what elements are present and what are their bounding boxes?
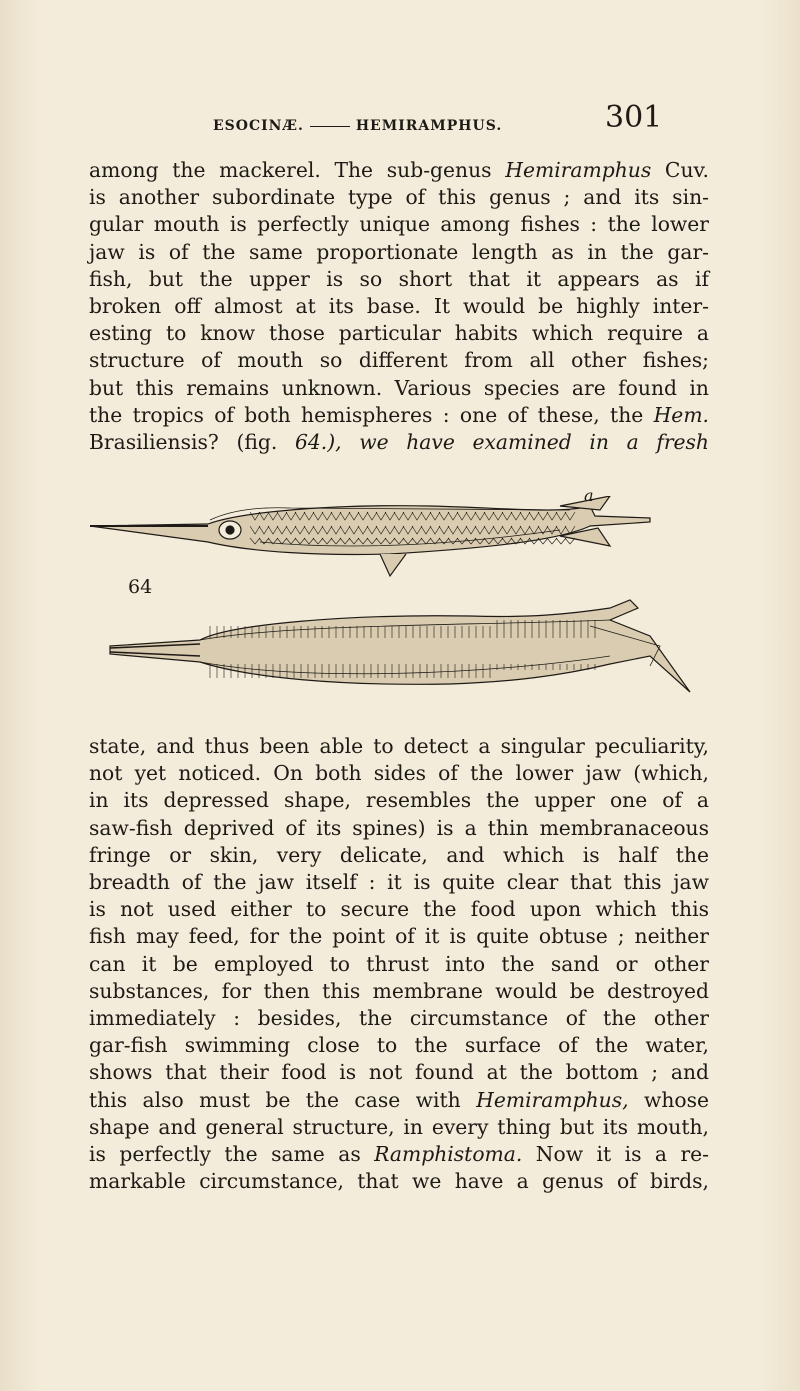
text-line: but this remains unknown. Various species are found in [89,375,709,400]
text-line: shows that their food is not found at the bottom ; and [89,1060,709,1085]
text-line: substances, for then this membrane would be destroyed [89,978,709,1003]
text-line: Brasiliensis? (fig. 64.), we have examined in a fresh [89,430,709,455]
running-head [213,118,593,134]
fish-side-view [90,496,650,576]
text-line: is perfectly the same as Ramphistoma. Now it is a re- [89,1142,709,1167]
text-line: is another subordinate type of this genus ; and its sin- [89,185,709,210]
text-line: can it be employed to thrust into the sand or other [89,951,709,976]
italic-text: Hem. [653,402,709,427]
fish-illustration [90,496,710,716]
fish-top-view [110,600,690,692]
text-line: shape and general structure, in every thing but its mouth, [89,1114,709,1139]
text-line: the tropics of both hemispheres : one of these, the Hem. [89,402,709,427]
text-line: fish, but the upper is so short that it appears as if [89,266,709,291]
text-line: not yet noticed. On both sides of the lower jaw (which, [89,761,709,786]
text-line: markable circumstance, that we have a genus of birds, [89,1169,709,1194]
text-line: fish may feed, for the point of it is quite obtuse ; neither [89,924,709,949]
text-line: fringe or skin, very delicate, and which is half the [89,842,709,867]
paragraph-bottom [89,733,709,1195]
text-line: gar-fish swimming close to the surface of the water, [89,1033,709,1058]
running-head-right: HEMIRAMPHUS. [355,118,503,134]
figure-number: 64 [128,576,153,598]
text-line: esting to know those particular habits which require a [89,321,709,346]
text-line: breadth of the jaw itself : it is quite clear that this jaw [89,870,709,895]
text-line: state, and thus been able to detect a singular peculiarity, [89,734,709,758]
figure-letter: a [584,486,594,505]
italic-text: Hemiramphus, [476,1087,629,1112]
paragraph-top [89,157,709,456]
text-line: this also must be the case with Hemiramphus, whose [89,1087,709,1112]
text-line: is not used either to secure the food upon which this [89,897,709,922]
page-number: 301 [605,100,663,135]
text-line: in its depressed shape, resembles the upper one of a [89,788,709,813]
text-line: jaw is of the same proportionate length as in the gar- [89,239,709,264]
text-line: immediately : besides, the circumstance of the other [89,1006,709,1031]
italic-text: Ramphistoma. [374,1142,523,1167]
running-head-left: ESOCINÆ. [213,118,304,134]
text-line: saw-fish deprived of its spines) is a thin membranaceous [89,815,709,840]
figure-64 [90,486,710,716]
text-line: broken off almost at its base. It would be highly inter- [89,294,709,319]
text-line: gular mouth is perfectly unique among fishes : the lower [89,212,709,237]
header-dash [310,126,350,127]
text-line: among the mackerel. The sub-genus Hemiramphus Cuv. [89,158,710,182]
italic-text: 64.), we have examined in a fresh [277,430,709,455]
text-line: structure of mouth so different from all other fishes; [89,348,709,373]
italic-text: Hemiramphus [505,158,652,182]
